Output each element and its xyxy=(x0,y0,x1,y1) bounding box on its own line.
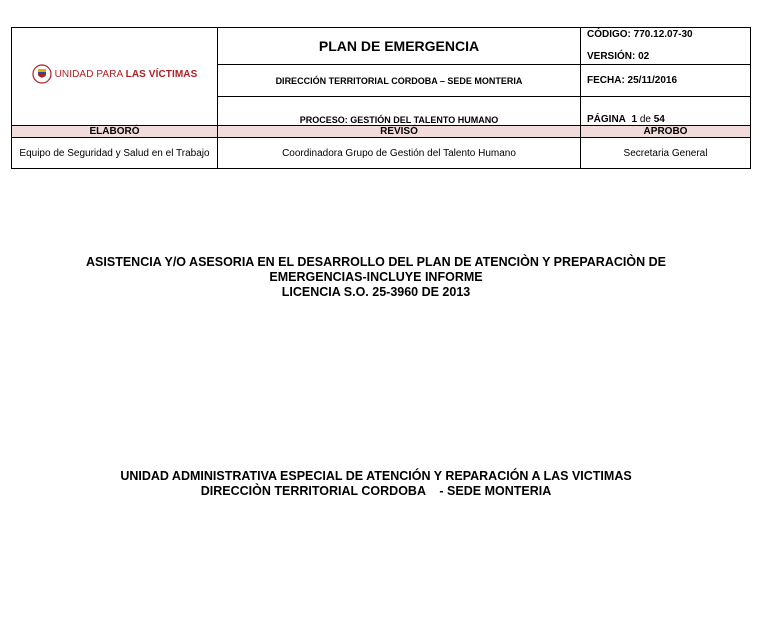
document-code: CÓDIGO: 770.12.07-30 xyxy=(587,29,693,40)
reviso-value: Coordinadora Grupo de Gestión del Talento Humano xyxy=(218,138,581,169)
entity-heading xyxy=(40,469,712,499)
colombia-shield-icon xyxy=(32,63,52,85)
page-total: 54 xyxy=(653,114,665,125)
main-heading-line: LICENCIA S.O. 25-3960 DE 2013 xyxy=(281,285,471,299)
role-reviso: REVISÓ xyxy=(218,126,581,138)
entity-heading-line: UNIDAD ADMINISTRATIVA ESPECIAL DE ATENCIÓN Y REPARACIÓN A LAS VICTIMAS xyxy=(120,469,632,483)
page-of: de xyxy=(639,114,651,125)
code-version-cell xyxy=(581,28,751,65)
document-process: PROCESO: GESTIÓN DEL TALENTO HUMANO xyxy=(218,97,581,126)
page-current: 1 xyxy=(631,114,638,125)
role-elaboro: ELABORÓ xyxy=(12,126,218,138)
document-subtitle: DIRECCIÓN TERRITORIAL CORDOBA – SEDE MONTERIA xyxy=(218,65,581,97)
elaboro-value: Equipo de Seguridad y Salud en el Trabajo xyxy=(12,138,218,169)
approval-names-row xyxy=(12,138,751,169)
document-version: VERSIÓN: 02 xyxy=(587,51,650,62)
document-header-table xyxy=(11,27,751,169)
logo-text: UNIDAD PARA LAS VÍCTIMAS xyxy=(54,68,198,80)
main-heading-line: ASISTENCIA Y/O ASESORIA EN EL DESARROLLO DEL PLAN DE ATENCIÒN Y PREPARACIÒN DE xyxy=(86,255,666,269)
page-indicator xyxy=(581,97,751,126)
main-heading xyxy=(40,255,712,300)
logo-cell xyxy=(12,28,218,126)
document-date: FECHA: 25/11/2016 xyxy=(581,65,751,97)
document-title: PLAN DE EMERGENCIA xyxy=(218,28,581,65)
page-label: PÁGINA xyxy=(587,114,626,125)
unidad-victimas-logo xyxy=(32,63,198,85)
aprobo-value: Secretaria General xyxy=(581,138,751,169)
entity-heading-line: DIRECCIÒN TERRITORIAL CORDOBA - SEDE MONTERIA xyxy=(200,484,552,498)
approval-roles-row xyxy=(12,126,751,138)
main-heading-line: EMERGENCIAS-INCLUYE INFORME xyxy=(269,270,483,284)
role-aprobo: APROBO xyxy=(581,126,751,138)
